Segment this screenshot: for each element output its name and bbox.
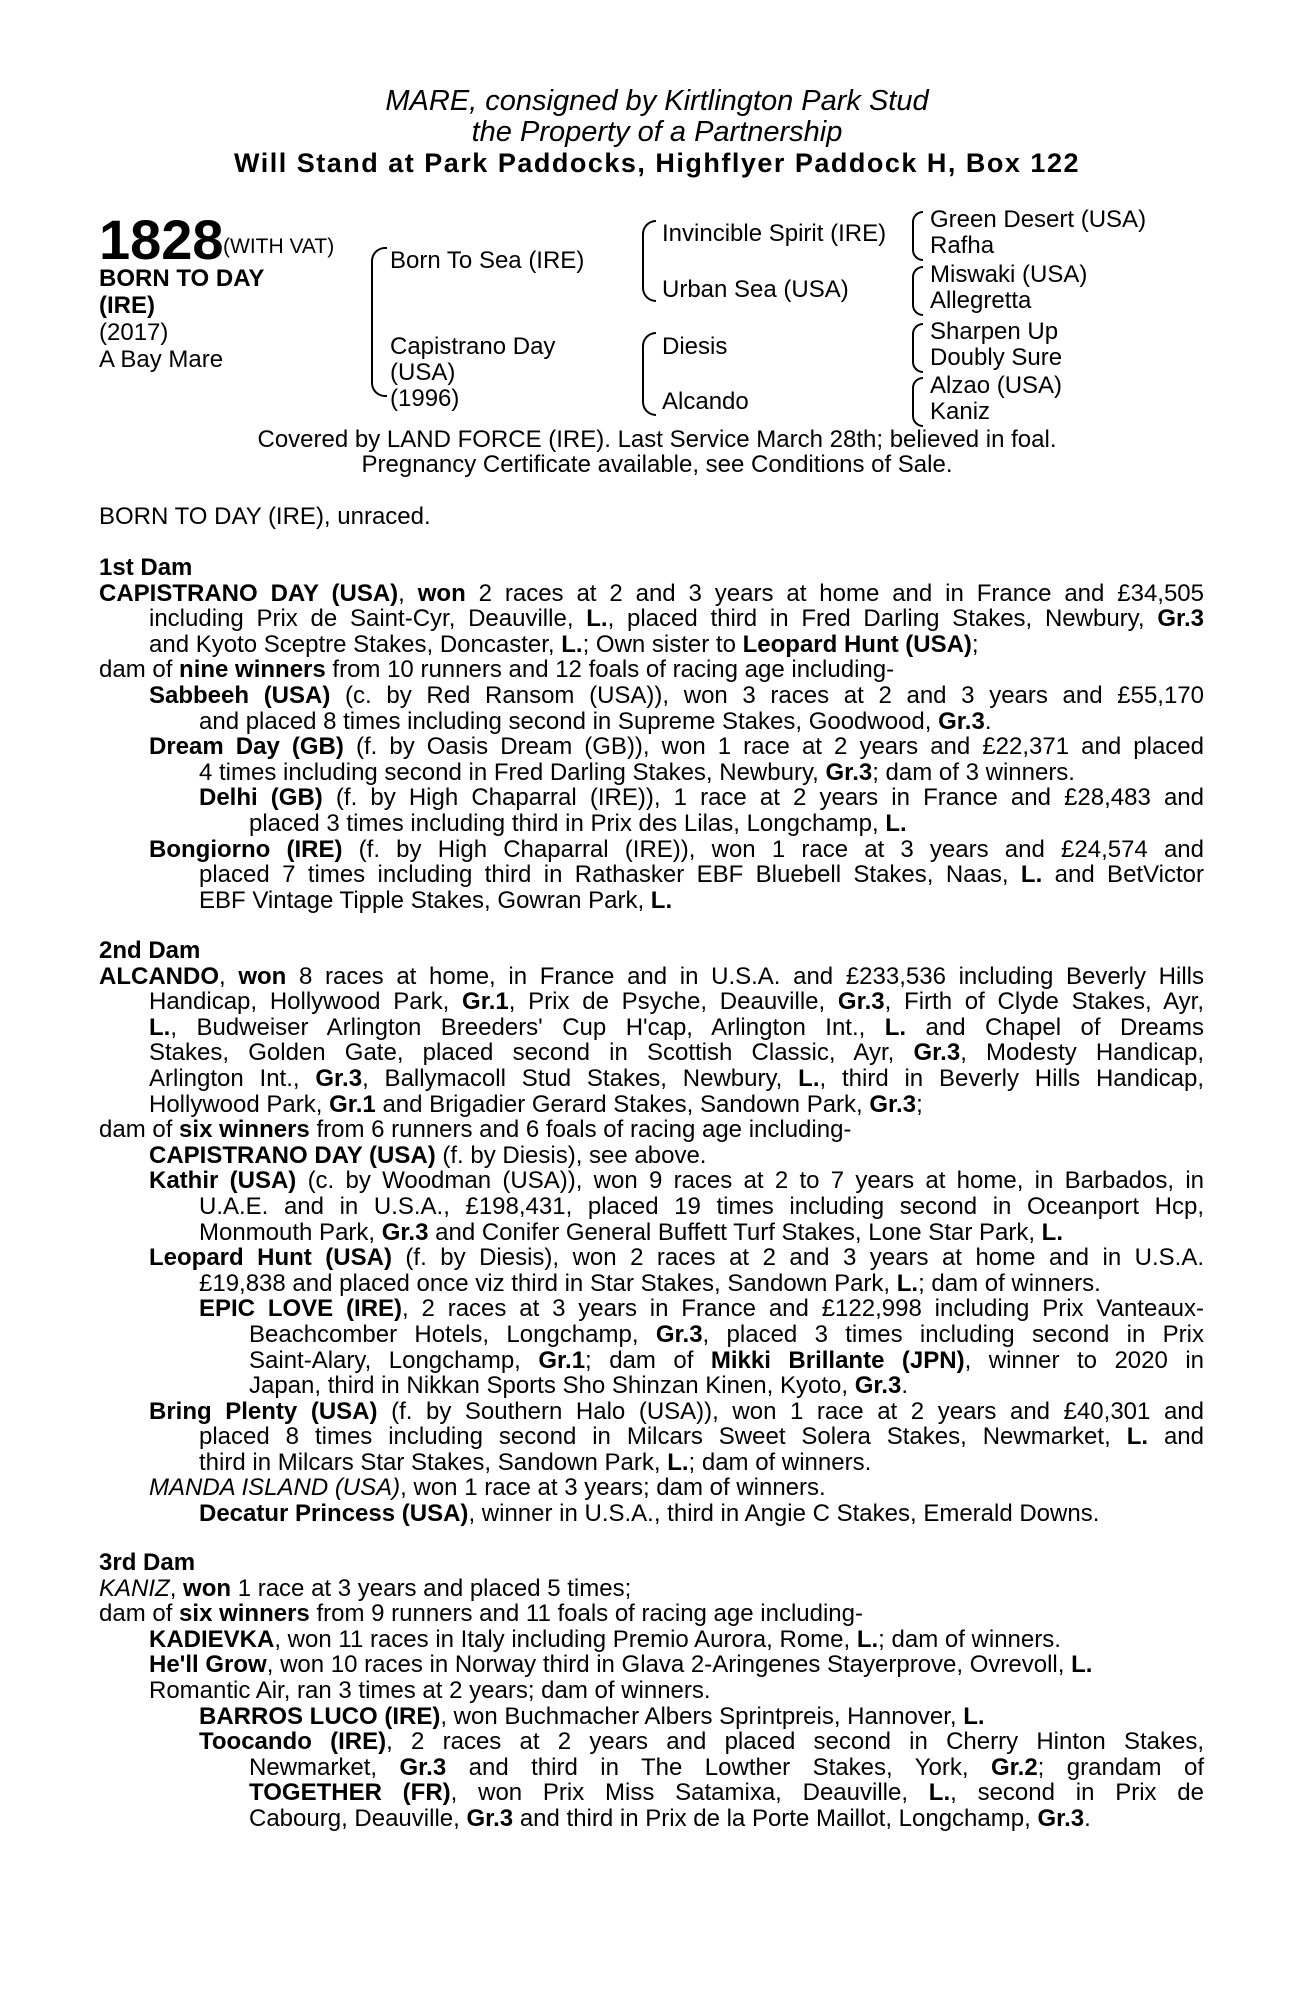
- text-line: [99, 1296, 1204, 1322]
- text-line: [99, 1450, 1204, 1476]
- horse-name-line1: BORN TO DAY: [99, 265, 265, 292]
- text-line: [99, 1143, 1204, 1169]
- section-heading: 3rd Dam: [99, 1549, 196, 1576]
- text-segment: Gr.3: [399, 1753, 447, 1781]
- text-segment: placed 3 times including third in Prix des Lilas, Longchamp,: [249, 809, 886, 837]
- text-segment: , Prix de Psyche, Deauville,: [508, 988, 838, 1016]
- text-segment: 2 races at 2 and 3 years at home and in France and £34,505: [465, 579, 1205, 607]
- text-segment: Gr.3: [913, 1039, 961, 1067]
- covered-line2: Pregnancy Certificate available, see Conditions of Sale.: [361, 451, 953, 478]
- text-segment: and Conifer General Buffett Turf Stakes, Lone Star Park,: [428, 1218, 1042, 1246]
- text-segment: third in Milcars Star Stakes, Sandown Park,: [199, 1448, 668, 1476]
- stabling-line: Will Stand at Park Paddocks, Highflyer Paddock H, Box 122: [234, 148, 1080, 178]
- dam-name-line2: (USA): [390, 359, 456, 386]
- text-segment: , won 11 races in Italy including Premio Aurora, Rome,: [274, 1625, 857, 1653]
- text-segment: , winner to 2020 in: [964, 1346, 1205, 1374]
- text-segment: Delhi (GB): [199, 784, 323, 812]
- dam-name-line3: (1996): [390, 385, 460, 412]
- text-segment: Gr.1: [462, 988, 509, 1016]
- text-segment: Gr.1: [329, 1090, 376, 1118]
- property-line: the Property of a Partnership: [471, 116, 843, 148]
- text-line: [99, 683, 1204, 709]
- text-segment: Gr.3: [655, 1320, 703, 1348]
- text-segment: , Firth of Clyde Stakes, Ayr,: [884, 988, 1205, 1016]
- text-line: [99, 1806, 1204, 1832]
- text-segment: Gr.3: [869, 1090, 917, 1118]
- text-segment: ;: [971, 630, 979, 658]
- text-segment: Mikki Brillante (JPN): [710, 1346, 965, 1374]
- text-segment: Gr.3: [938, 707, 985, 735]
- text-segment: L.: [963, 1702, 985, 1730]
- text-line: [99, 1780, 1204, 1806]
- text-segment: Sabbeeh (USA): [149, 681, 331, 709]
- vat-note: (WITH VAT): [223, 235, 335, 258]
- text-segment: Gr.3: [854, 1372, 902, 1400]
- text-segment: Gr.3: [1157, 605, 1205, 633]
- text-segment: Handicap, Hollywood Park,: [149, 988, 463, 1016]
- text-segment: KANIZ: [99, 1574, 170, 1602]
- text-segment: KADIEVKA: [149, 1625, 275, 1653]
- text-segment: Japan, third in Nikkan Sports Sho Shinzan Kinen, Kyoto,: [249, 1372, 855, 1400]
- foaling-year: (2017): [99, 319, 169, 346]
- text-segment: , won 10 races in Norway third in Glava 2-Aringenes Stayerprove, Ovrevoll,: [266, 1651, 1072, 1679]
- text-segment: Leopard Hunt (USA): [149, 1244, 392, 1272]
- first-dam-section: [99, 555, 1204, 913]
- text-line: [99, 606, 1204, 632]
- text-segment: Kathir (USA): [149, 1167, 297, 1195]
- text-segment: placed 7 times including third in Rathasker EBF Bluebell Stakes, Naas,: [199, 861, 1021, 889]
- text-segment: and placed 8 times including second in Supreme Stakes, Goodwood,: [199, 707, 939, 735]
- pedigree-brace-main: [371, 247, 387, 397]
- text-line: [99, 1399, 1204, 1425]
- granddam-1: Rafha: [930, 232, 995, 259]
- text-segment: Toocando (IRE): [199, 1728, 387, 1756]
- grandsire-4: Alzao (USA): [930, 372, 1063, 399]
- text-segment: Romantic Air, ran 3 times at 2 years; dam of winners.: [149, 1676, 711, 1704]
- text-segment: Gr.3: [1037, 1804, 1085, 1832]
- text-segment: , third in Beverly Hills Handicap,: [819, 1064, 1205, 1092]
- text-segment: and Brigadier Gerard Stakes, Sandown Park,: [375, 1090, 870, 1118]
- text-segment: Hollywood Park,: [149, 1090, 330, 1118]
- text-segment: MANDA ISLAND (USA): [149, 1474, 401, 1502]
- third-dam-section: [99, 1550, 1204, 1832]
- text-segment: BARROS LUCO (IRE): [199, 1702, 441, 1730]
- text-segment: and: [1148, 1423, 1204, 1451]
- lot-number: 1828: [99, 208, 224, 271]
- text-segment: nine winners: [179, 656, 326, 684]
- text-line: [99, 888, 1204, 914]
- grandsire-2: Miswaki (USA): [930, 261, 1088, 288]
- text-line: [99, 1755, 1204, 1781]
- text-segment: L.: [896, 1269, 919, 1297]
- text-line: [99, 632, 1204, 658]
- text-segment: 4 times including second in Fred Darling Stakes, Newbury,: [199, 758, 826, 786]
- section-heading: 2nd Dam: [99, 937, 201, 964]
- text-segment: , Modesty Handicap,: [960, 1039, 1205, 1067]
- text-segment: including Prix de Saint-Cyr, Deauville,: [149, 605, 587, 633]
- sire-dam: Urban Sea (USA): [662, 276, 849, 303]
- text-line: [99, 1220, 1204, 1246]
- text-segment: Arlington Int.,: [149, 1064, 316, 1092]
- text-line: [99, 1652, 1204, 1678]
- text-line: [99, 811, 1204, 837]
- text-segment: EPIC LOVE (IRE): [199, 1295, 403, 1323]
- text-segment: ; dam of winners.: [688, 1448, 872, 1476]
- covered-line1: Covered by LAND FORCE (IRE). Last Service March 28th; believed in foal.: [257, 426, 1057, 453]
- text-segment: (f. by High Chaparral (IRE)), won 1 race at 3 years and £24,574 and: [342, 835, 1204, 863]
- text-segment: 8 races at home, in France and in U.S.A. and £233,536 including Beverly Hills: [286, 962, 1204, 990]
- text-segment: L.: [884, 1013, 907, 1041]
- text-segment: U.A.E. and in U.S.A., £198,431, placed 19 times including second in Oceanport Hcp,: [199, 1192, 1204, 1220]
- text-segment: (c. by Woodman (USA)), won 9 races at 2 to 7 years at home, in Barbados, in: [296, 1167, 1204, 1195]
- text-line: [99, 581, 1204, 607]
- text-line: [99, 1704, 1204, 1730]
- text-segment: (f. by Southern Halo (USA)), won 1 race at 2 years and £40,301 and: [377, 1397, 1204, 1425]
- text-segment: and third in Prix de la Porte Maillot, Longchamp,: [513, 1804, 1038, 1832]
- text-segment: Cabourg, Deauville,: [249, 1804, 467, 1832]
- text-segment: Bring Plenty (USA): [149, 1397, 378, 1425]
- text-segment: L.: [667, 1448, 689, 1476]
- text-line: [99, 1245, 1204, 1271]
- text-segment: dam of: [99, 1116, 180, 1144]
- text-line: [99, 1601, 1204, 1627]
- text-segment: Stakes, Golden Gate, placed second in Scottish Classic, Ayr,: [149, 1039, 914, 1067]
- text-segment: and Chapel of Dreams: [906, 1013, 1205, 1041]
- text-segment: dam of: [99, 1600, 180, 1628]
- text-segment: from 6 runners and 6 foals of racing age including-: [309, 1116, 852, 1144]
- dam-dam: Alcando: [662, 388, 749, 415]
- text-segment: £19,838 and placed once viz third in Star Stakes, Sandown Park,: [199, 1269, 897, 1297]
- text-segment: Leopard Hunt (USA): [742, 630, 972, 658]
- text-segment: Saint-Alary, Longchamp,: [249, 1346, 539, 1374]
- text-line: [99, 1066, 1204, 1092]
- text-segment: six winners: [179, 1116, 310, 1144]
- text-segment: placed 8 times including second in Milcars Sweet Solera Stakes, Newmarket,: [199, 1423, 1127, 1451]
- text-segment: ,: [398, 579, 418, 607]
- pedigree-brace-gen3-3: [912, 323, 923, 373]
- text-segment: Newmarket,: [249, 1753, 400, 1781]
- text-segment: He'll Grow: [149, 1651, 267, 1679]
- text-line: [99, 657, 1204, 683]
- text-line: [99, 1271, 1204, 1297]
- text-segment: L.: [928, 1779, 951, 1807]
- text-segment: , Ballymacoll Stud Stakes, Newbury,: [362, 1064, 799, 1092]
- text-line: [99, 1678, 1204, 1704]
- section-heading: 1st Dam: [99, 554, 193, 581]
- text-segment: ALCANDO: [99, 962, 219, 990]
- text-segment: , second in Prix de: [950, 1779, 1205, 1807]
- pedigree-brace-dam: [642, 332, 656, 416]
- text-segment: (f. by Diesis), see above.: [435, 1141, 707, 1169]
- second-dam-section: [99, 938, 1204, 1527]
- text-line: [99, 1475, 1204, 1501]
- text-line: [99, 1117, 1204, 1143]
- text-segment: six winners: [179, 1600, 310, 1628]
- text-segment: ; dam of 3 winners.: [872, 758, 1075, 786]
- text-segment: (c. by Red Ransom (USA)), won 3 races at 2 and 3 years and £55,170: [330, 681, 1205, 709]
- text-segment: won: [417, 579, 466, 607]
- text-segment: , placed third in Fred Darling Stakes, Newbury,: [607, 605, 1158, 633]
- text-segment: Beachcomber Hotels, Longchamp,: [249, 1320, 656, 1348]
- text-segment: Dream Day (GB): [149, 733, 344, 761]
- text-segment: L.: [1041, 1218, 1063, 1246]
- text-segment: ; dam of: [585, 1346, 711, 1374]
- text-line: [99, 1501, 1204, 1527]
- text-line: [99, 1322, 1204, 1348]
- text-segment: and Kyoto Sceptre Stakes, Doncaster,: [149, 630, 562, 658]
- text-segment: , won 1 race at 3 years; dam of winners.: [400, 1474, 826, 1502]
- text-segment: .: [901, 1372, 909, 1400]
- text-segment: .: [1084, 1804, 1091, 1832]
- grandsire-1: Green Desert (USA): [930, 206, 1147, 233]
- text-segment: Gr.3: [315, 1064, 363, 1092]
- text-segment: L.: [798, 1064, 820, 1092]
- text-segment: L.: [561, 630, 583, 658]
- text-segment: from 10 runners and 12 foals of racing age including-: [325, 656, 895, 684]
- horse-description: A Bay Mare: [99, 346, 224, 373]
- text-segment: Gr.2: [990, 1753, 1038, 1781]
- text-line: [99, 1348, 1204, 1374]
- pedigree-brace-gen3-2: [912, 266, 923, 316]
- text-segment: and third in The Lowther Stakes, York,: [446, 1753, 991, 1781]
- text-segment: Gr.1: [538, 1346, 586, 1374]
- text-segment: dam of: [99, 656, 180, 684]
- text-segment: and BetVictor: [1042, 861, 1204, 889]
- text-segment: ; dam of winners.: [918, 1269, 1101, 1297]
- sire-sire: Invincible Spirit (IRE): [662, 220, 887, 247]
- text-line: [99, 1729, 1204, 1755]
- text-segment: Bongiorno (IRE): [149, 835, 343, 863]
- text-line: [99, 1424, 1204, 1450]
- dam-sire: Diesis: [662, 333, 728, 360]
- text-segment: , 2 races at 3 years in France and £122,998 including Prix Vanteaux-: [402, 1295, 1205, 1323]
- pedigree-brace-gen3-4: [912, 377, 923, 427]
- sire-name: Born To Sea (IRE): [390, 247, 585, 274]
- text-line: [99, 862, 1204, 888]
- text-segment: won: [238, 962, 287, 990]
- text-segment: ; dam of winners.: [878, 1625, 1061, 1653]
- text-segment: L.: [1126, 1423, 1149, 1451]
- text-segment: L.: [1020, 861, 1043, 889]
- text-line: [99, 837, 1204, 863]
- text-segment: L.: [586, 605, 608, 633]
- text-segment: Monmouth Park,: [199, 1218, 382, 1246]
- text-segment: Decatur Princess (USA): [199, 1500, 469, 1528]
- text-line: [99, 964, 1204, 990]
- text-segment: (f. by High Chaparral (IRE)), 1 race at 2 years in France and £28,483 and: [322, 784, 1205, 812]
- text-line: [99, 709, 1204, 735]
- text-line: [99, 1015, 1204, 1041]
- text-segment: , winner in U.S.A., third in Angie C Stakes, Emerald Downs.: [468, 1500, 1100, 1528]
- dam-name-line1: Capistrano Day: [390, 333, 556, 360]
- text-segment: , won Prix Miss Satamixa, Deauville,: [450, 1779, 929, 1807]
- text-line: [99, 1194, 1204, 1220]
- granddam-2: Allegretta: [930, 287, 1032, 314]
- text-line: [99, 1576, 1204, 1602]
- text-segment: ; grandam of: [1037, 1753, 1204, 1781]
- text-segment: , Budweiser Arlington Breeders' Cup H'cap, Arlington Int.,: [170, 1013, 885, 1041]
- racing-record: BORN TO DAY (IRE), unraced.: [99, 503, 431, 530]
- text-segment: L.: [650, 886, 673, 914]
- granddam-3: Doubly Sure: [930, 344, 1063, 371]
- text-segment: CAPISTRANO DAY (USA): [149, 1141, 436, 1169]
- text-segment: L.: [1071, 1651, 1093, 1679]
- pedigree-brace-sire: [642, 220, 656, 302]
- text-line: [99, 989, 1204, 1015]
- text-line: [99, 785, 1204, 811]
- text-line: [99, 1040, 1204, 1066]
- text-segment: Gr.3: [825, 758, 873, 786]
- text-segment: ,: [169, 1574, 184, 1602]
- text-segment: CAPISTRANO DAY (USA): [99, 579, 399, 607]
- text-segment: , won Buchmacher Albers Sprintpreis, Hannover,: [440, 1702, 964, 1730]
- text-segment: , 2 races at 2 years and placed second in Cherry Hinton Stakes,: [386, 1728, 1204, 1756]
- text-segment: ,: [219, 962, 239, 990]
- text-line: [99, 1092, 1204, 1118]
- consignor-line: MARE, consigned by Kirtlington Park Stud: [385, 85, 929, 117]
- grandsire-3: Sharpen Up: [930, 318, 1059, 345]
- text-segment: EBF Vintage Tipple Stakes, Gowran Park,: [199, 886, 651, 914]
- text-line: [99, 734, 1204, 760]
- text-segment: ; Own sister to: [582, 630, 743, 658]
- text-line: [99, 1168, 1204, 1194]
- text-segment: (f. by Diesis), won 2 races at 2 and 3 years at home and in U.S.A.: [391, 1244, 1205, 1272]
- text-segment: L.: [149, 1013, 171, 1041]
- text-segment: TOGETHER (FR): [249, 1779, 451, 1807]
- text-segment: won: [183, 1574, 232, 1602]
- pedigree-brace-gen3-1: [912, 211, 923, 261]
- text-segment: from 9 runners and 11 foals of racing age including-: [309, 1600, 863, 1628]
- text-segment: .: [984, 707, 992, 735]
- text-line: [99, 1627, 1204, 1653]
- horse-name-line2: (IRE): [99, 292, 155, 319]
- text-segment: , placed 3 times including second in Prix: [702, 1320, 1205, 1348]
- text-segment: L.: [885, 809, 907, 837]
- text-segment: 1 race at 3 years and placed 5 times;: [231, 1574, 632, 1602]
- text-line: [99, 1373, 1204, 1399]
- text-segment: (f. by Oasis Dream (GB)), won 1 race at 2 years and £22,371 and placed: [343, 733, 1204, 761]
- text-segment: Gr.3: [837, 988, 885, 1016]
- text-segment: Gr.3: [381, 1218, 429, 1246]
- granddam-4: Kaniz: [930, 398, 991, 425]
- text-line: [99, 760, 1204, 786]
- text-segment: Gr.3: [466, 1804, 514, 1832]
- text-segment: ;: [916, 1090, 923, 1118]
- text-segment: L.: [856, 1625, 879, 1653]
